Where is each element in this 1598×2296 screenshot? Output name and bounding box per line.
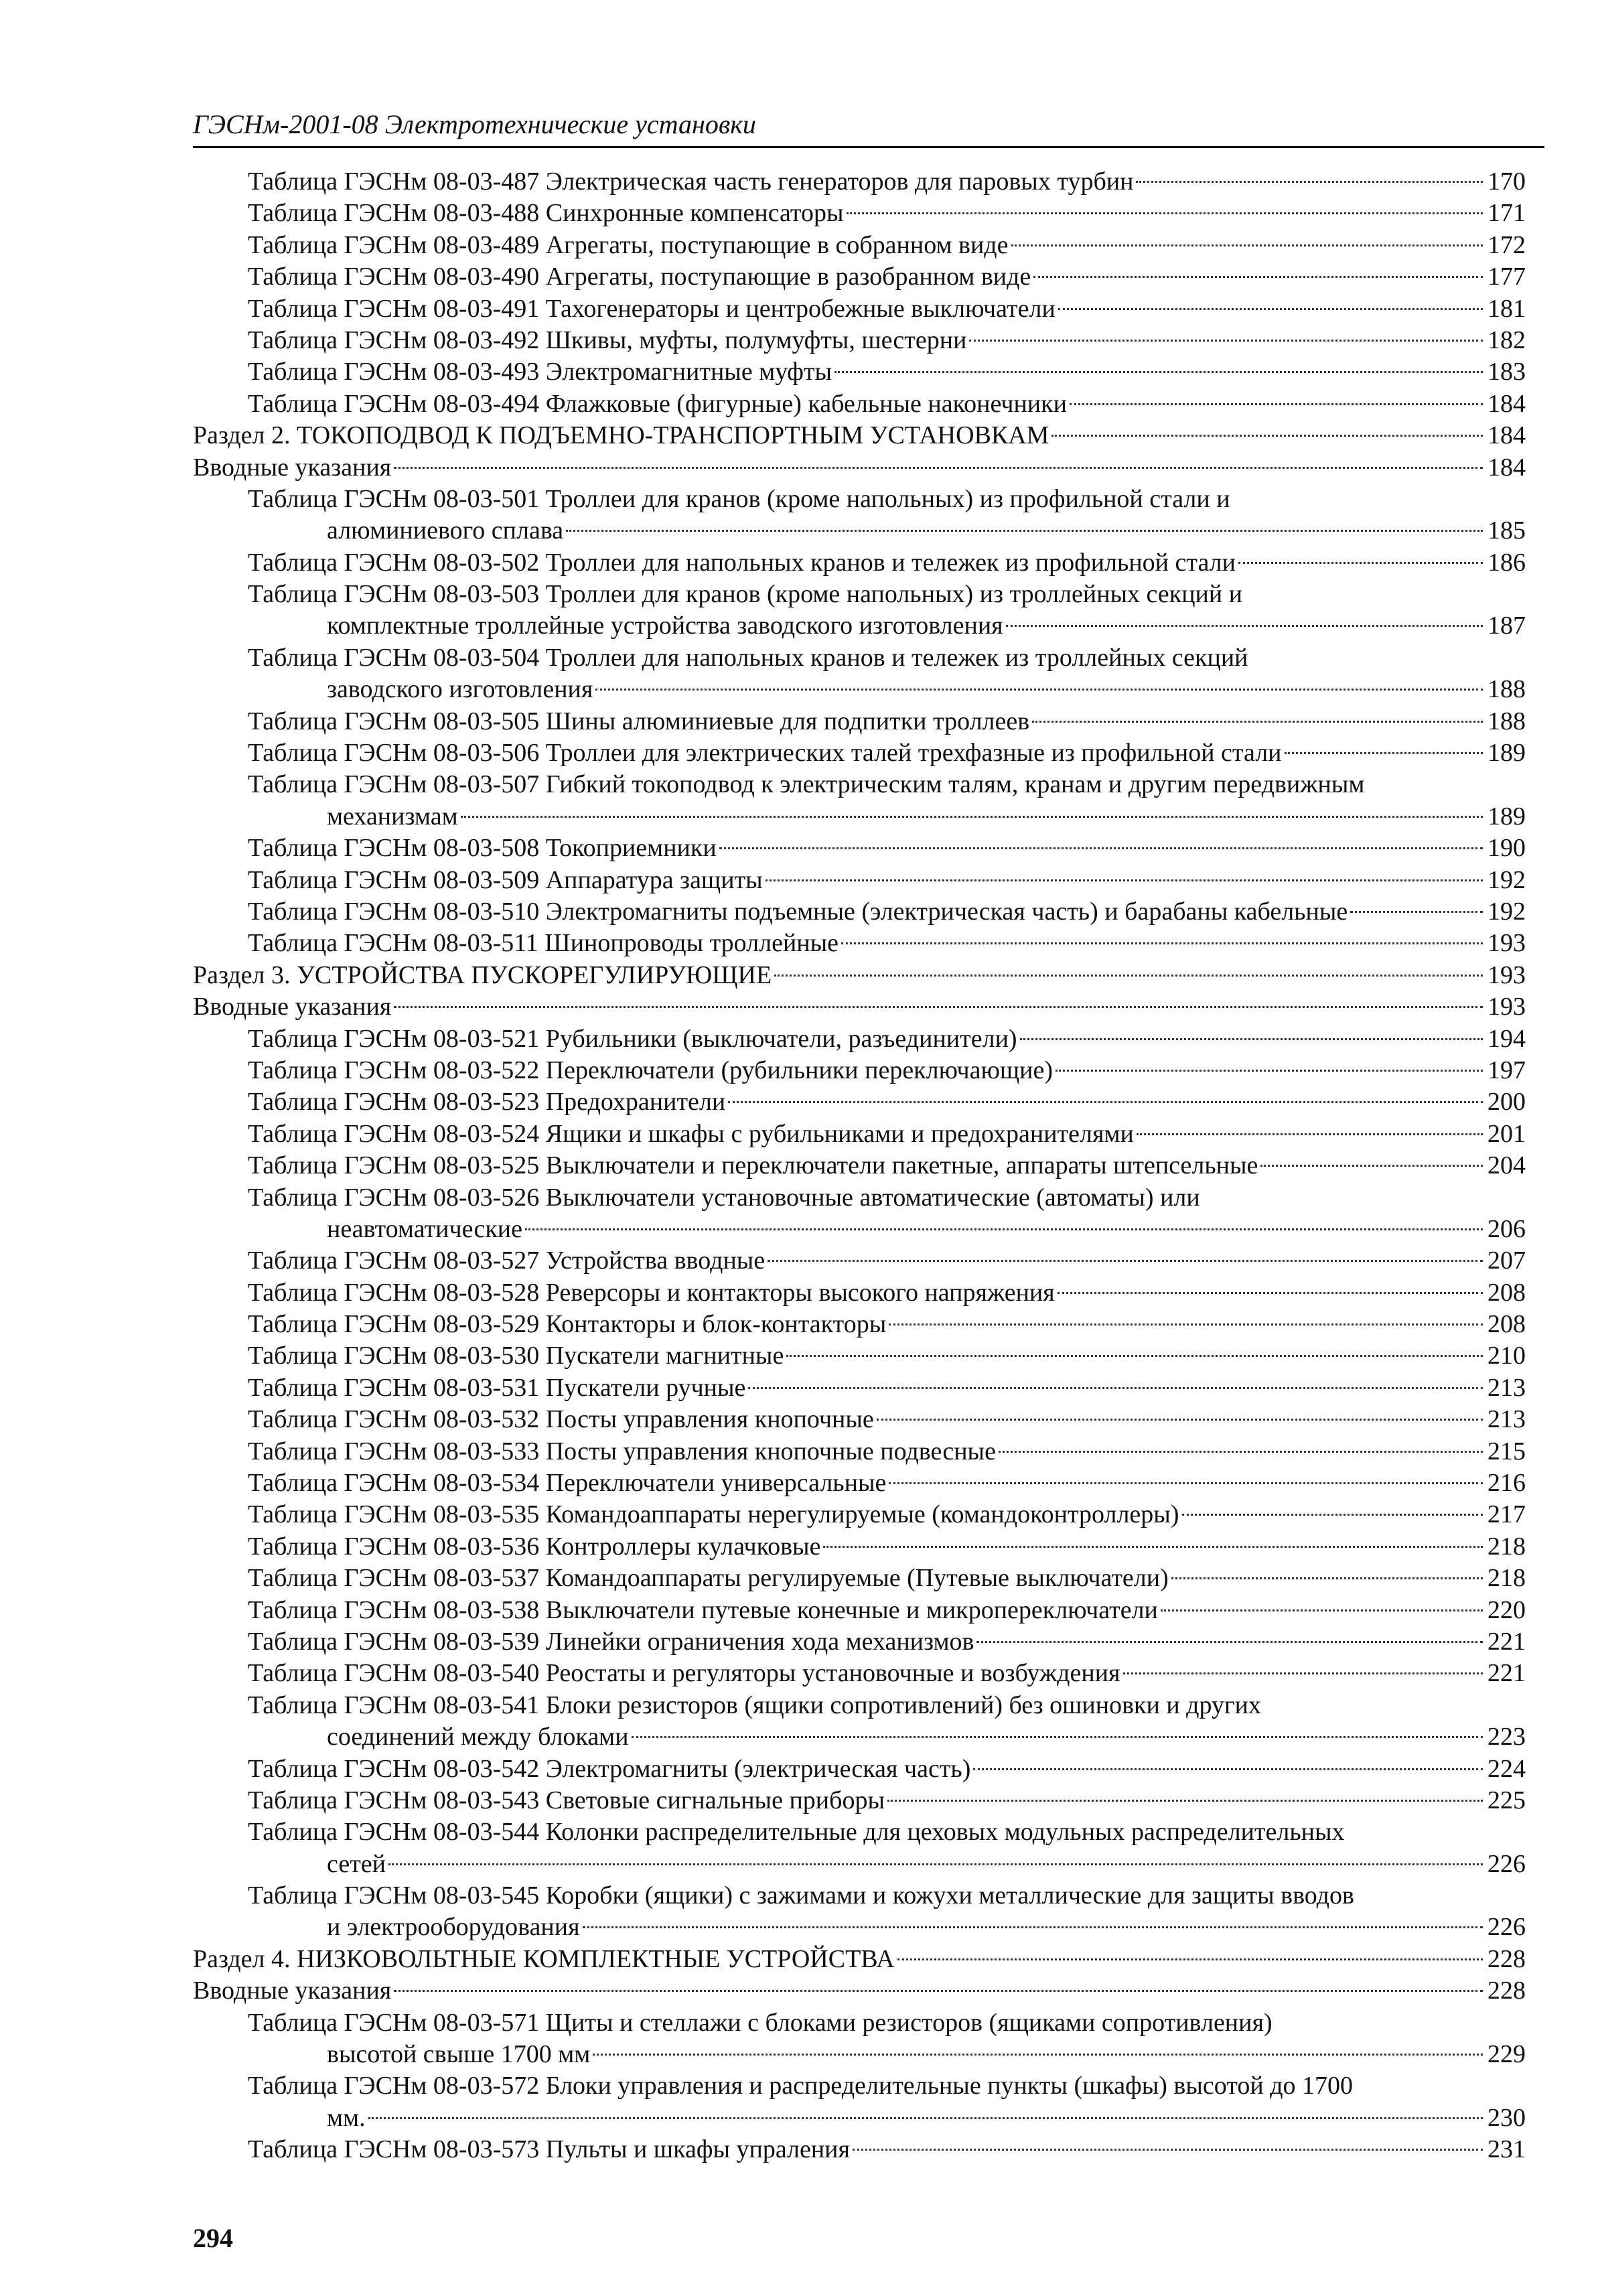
toc-entry-text: Таблица ГЭСНм 08-03-540 Реостаты и регуляторы установочные и возбуждения [248, 1659, 1120, 1688]
toc-dot-leader [595, 689, 1483, 691]
toc-table-entry[interactable] [193, 769, 1526, 833]
toc-line [193, 1372, 1526, 1404]
toc-page-number: 226 [1487, 1849, 1526, 1878]
toc-entry-text: Таблица ГЭСНм 08-03-539 Линейки ограничения хода механизмов [248, 1627, 974, 1656]
toc-entry-text: сетей [327, 1849, 386, 1878]
toc-entry-text: Таблица ГЭСНм 08-03-505 Шины алюминиевые для подпитки троллеев [248, 707, 1030, 735]
document-title: ГЭСНм-2001-08 Электротехнические установки [193, 109, 756, 139]
toc-entry-text: Таблица ГЭСНм 08-03-494 Флажковые (фигурные) кабельные наконечники [248, 389, 1067, 418]
toc-entry-text: Таблица ГЭСНм 08-03-524 Ящики и шкафы с рубильниками и предохранителями [248, 1119, 1134, 1148]
toc-line [193, 706, 1526, 737]
toc-page-number: 181 [1487, 294, 1526, 323]
toc-entry-text: Вводные указания [193, 1977, 392, 2005]
toc-entry-text: Таблица ГЭСНм 08-03-523 Предохранители [248, 1088, 726, 1117]
toc-page-number: 224 [1487, 1754, 1526, 1783]
toc-page-number: 228 [1487, 1977, 1526, 2005]
toc-entry-text: Таблица ГЭСНм 08-03-538 Выключатели путевые конечные и микропереключатели [248, 1595, 1158, 1624]
toc-entry-text: Таблица ГЭСНм 08-03-526 Выключатели установочные автоматические (автоматы) или [248, 1183, 1200, 1212]
toc-line [193, 1340, 1526, 1372]
toc-table-entry[interactable] [193, 2070, 1526, 2134]
toc-table-entry[interactable] [193, 1372, 1526, 1404]
toc-section-entry[interactable] [193, 991, 1526, 1023]
toc-line [193, 833, 1526, 864]
toc-page-number: 188 [1487, 707, 1526, 735]
toc-line [193, 1563, 1526, 1594]
toc-dot-leader [889, 1323, 1483, 1325]
toc-entry-text: Таблица ГЭСНм 08-03-544 Колонки распределительные для цеховых модульных распределительных [248, 1818, 1345, 1847]
toc-entry-text: соединений между блоками [327, 1723, 629, 1751]
toc-line [193, 1245, 1526, 1277]
toc-page-number: 228 [1487, 1944, 1526, 1973]
toc-entry-text: Таблица ГЭСНм 08-03-534 Переключатели универсальные [248, 1469, 887, 1498]
toc-dot-leader [1182, 1514, 1483, 1516]
toc-dot-leader [1350, 911, 1483, 913]
toc-line [193, 801, 1526, 833]
toc-entry-text: Таблица ГЭСНм 08-03-503 Троллеи для кранов (кроме напольных) из троллейных секций и [248, 580, 1243, 609]
toc-section-entry[interactable] [193, 1975, 1526, 2007]
toc-line [193, 865, 1526, 896]
toc-line [193, 737, 1526, 769]
toc-dot-leader [583, 1926, 1483, 1928]
toc-line [193, 1944, 1526, 1975]
toc-entry-text: Таблица ГЭСНм 08-03-508 Токоприемники [248, 834, 717, 863]
toc-table-entry[interactable] [193, 928, 1526, 959]
toc-table-entry[interactable] [193, 1499, 1526, 1530]
toc-line [193, 960, 1526, 991]
toc-page-number: 204 [1487, 1151, 1526, 1180]
toc-table-entry[interactable] [193, 166, 1526, 198]
toc-table-entry[interactable] [193, 198, 1526, 229]
toc-dot-leader [1058, 1292, 1483, 1294]
toc-line [193, 896, 1526, 928]
toc-table-entry[interactable] [193, 1753, 1526, 1785]
toc-dot-leader [719, 847, 1483, 849]
toc-page-number: 194 [1487, 1024, 1526, 1053]
toc-entry-text: механизмам [327, 802, 458, 831]
toc-entry-text: Вводные указания [193, 453, 392, 482]
toc-line [193, 356, 1526, 388]
toc-dot-leader [887, 1800, 1483, 1802]
toc-entry-text: высотой свыше 1700 мм [327, 2040, 591, 2069]
toc-line [193, 293, 1526, 325]
toc-entry-text: неавтоматические [327, 1214, 522, 1243]
toc-page-number: 218 [1487, 1564, 1526, 1593]
toc-line [193, 991, 1526, 1023]
toc-table-entry[interactable] [193, 1404, 1526, 1435]
toc-dot-leader [394, 1990, 1483, 1992]
toc-table-entry[interactable] [193, 1816, 1526, 1880]
toc-page-number: 218 [1487, 1532, 1526, 1561]
toc-page-number: 208 [1487, 1310, 1526, 1339]
toc-line [193, 261, 1526, 293]
toc-entry-text: Таблица ГЭСНм 08-03-571 Щиты и стеллажи с блоками резисторов (ящиками сопротивления) [248, 2008, 1273, 2037]
toc-line [193, 1277, 1526, 1309]
toc-line [193, 1626, 1526, 1658]
toc-entry-text: Таблица ГЭСНм 08-03-504 Троллеи для напольных кранов и тележек из троллейных секций [248, 643, 1248, 672]
toc-page-number: 182 [1487, 326, 1526, 354]
toc-table-entry[interactable] [193, 1309, 1526, 1340]
toc-line [193, 230, 1526, 261]
toc-line [193, 1753, 1526, 1785]
toc-dot-leader [1260, 1165, 1483, 1167]
toc-dot-leader [1123, 1672, 1483, 1674]
toc-page-number: 201 [1487, 1119, 1526, 1148]
toc-entry-text: Таблица ГЭСНм 08-03-507 Гибкий токоподвод к электрическим талям, кранам и другим передвижным [248, 770, 1365, 799]
toc-line [193, 1150, 1526, 1181]
toc-dot-leader [999, 1451, 1483, 1453]
toc-dot-leader [841, 942, 1483, 944]
toc-dot-leader [525, 1228, 1483, 1230]
toc-dot-leader [1136, 181, 1483, 183]
toc-dot-leader [853, 2149, 1483, 2151]
table-of-contents [193, 166, 1526, 2166]
toc-table-entry[interactable] [193, 1467, 1526, 1499]
toc-line [193, 1309, 1526, 1340]
toc-entry-text: Раздел 3. УСТРОЙСТВА ПУСКОРЕГУЛИРУЮЩИЕ [193, 960, 772, 989]
toc-page-number: 220 [1487, 1595, 1526, 1624]
toc-page-number: 187 [1487, 612, 1526, 640]
toc-line [193, 388, 1526, 420]
toc-table-entry[interactable] [193, 1658, 1526, 1689]
toc-entry-text: Таблица ГЭСНм 08-03-492 Шкивы, муфты, полумуфты, шестерни [248, 326, 967, 354]
toc-line [193, 1880, 1526, 1912]
toc-entry-text: комплектные троллейные устройства заводского изготовления [327, 612, 1003, 640]
toc-dot-leader [889, 1482, 1483, 1484]
toc-table-entry[interactable] [193, 1023, 1526, 1055]
toc-line [193, 1214, 1526, 1245]
toc-page-number: 223 [1487, 1723, 1526, 1751]
toc-entry-text: Таблица ГЭСНм 08-03-543 Световые сигнальные приборы [248, 1786, 885, 1814]
toc-dot-leader [394, 467, 1483, 469]
toc-dot-leader [976, 1641, 1483, 1643]
toc-line [193, 610, 1526, 642]
toc-page-number: 189 [1487, 802, 1526, 831]
toc-table-entry[interactable] [193, 1595, 1526, 1626]
toc-line [193, 1436, 1526, 1467]
toc-table-entry[interactable] [193, 293, 1526, 325]
toc-table-entry[interactable] [193, 325, 1526, 356]
toc-page-number: 188 [1487, 675, 1526, 704]
toc-entry-text: Таблица ГЭСНм 08-03-542 Электромагниты (электрическая часть) [248, 1754, 971, 1783]
toc-line [193, 642, 1526, 674]
toc-entry-text: Таблица ГЭСНм 08-03-511 Шинопроводы троллейные [248, 929, 839, 958]
toc-line [193, 1785, 1526, 1816]
toc-section-entry[interactable] [193, 420, 1526, 451]
toc-page-number: 184 [1487, 453, 1526, 482]
toc-table-entry[interactable] [193, 2007, 1526, 2071]
toc-line [193, 2039, 1526, 2070]
toc-page-number: 197 [1487, 1056, 1526, 1084]
toc-page-number: 225 [1487, 1786, 1526, 1814]
toc-dot-leader [834, 371, 1483, 373]
toc-entry-text: Таблица ГЭСНм 08-03-489 Агрегаты, поступающие в собранном виде [248, 230, 1009, 259]
toc-entry-text: заводского изготовления [327, 675, 593, 704]
toc-table-entry[interactable] [193, 2134, 1526, 2165]
toc-section-entry[interactable] [193, 1944, 1526, 1975]
toc-entry-text: Таблица ГЭСНм 08-03-573 Пульты и шкафы упраления [248, 2135, 850, 2164]
toc-line [193, 1721, 1526, 1753]
toc-entry-text: и электрооборудования [327, 1913, 580, 1942]
toc-dot-leader [897, 1958, 1483, 1960]
toc-line [193, 1023, 1526, 1055]
toc-dot-leader [1238, 562, 1483, 564]
toc-table-entry[interactable] [193, 865, 1526, 896]
toc-entry-text: Таблица ГЭСНм 08-03-502 Троллеи для напольных кранов и тележек из профильной стали [248, 548, 1236, 577]
toc-line [193, 2007, 1526, 2039]
toc-line [193, 1816, 1526, 1848]
toc-page-number: 184 [1487, 421, 1526, 450]
toc-dot-leader [1285, 752, 1483, 754]
toc-entry-text: Таблица ГЭСНм 08-03-545 Коробки (ящики) с зажимами и кожухи металлические для защиты вводов [248, 1881, 1354, 1910]
toc-page-number: 216 [1487, 1469, 1526, 1498]
toc-entry-text: Таблица ГЭСНм 08-03-510 Электромагниты подъемные (электрическая часть) и барабаны кабельные [248, 897, 1348, 926]
toc-entry-text: Таблица ГЭСНм 08-03-533 Посты управления кнопочные подвесные [248, 1437, 996, 1465]
toc-line [193, 1182, 1526, 1214]
toc-page-number: 231 [1487, 2135, 1526, 2164]
toc-entry-text: Таблица ГЭСНм 08-03-531 Пускатели ручные [248, 1373, 746, 1402]
toc-dot-leader [774, 975, 1483, 977]
toc-table-entry[interactable] [193, 706, 1526, 737]
toc-table-entry[interactable] [193, 1086, 1526, 1118]
toc-line [193, 674, 1526, 705]
page-header [193, 106, 1544, 148]
toc-dot-leader [766, 879, 1483, 881]
toc-line [193, 769, 1526, 800]
toc-page-number: 189 [1487, 739, 1526, 768]
toc-table-entry[interactable] [193, 1436, 1526, 1467]
toc-entry-text: алюминиевого сплава [327, 516, 564, 545]
toc-line [193, 1658, 1526, 1689]
toc-line [193, 2134, 1526, 2165]
toc-dot-leader [566, 530, 1483, 532]
toc-table-entry[interactable] [193, 1150, 1526, 1181]
toc-page-number: 215 [1487, 1437, 1526, 1465]
toc-entry-text: Таблица ГЭСНм 08-03-493 Электромагнитные муфты [248, 358, 832, 386]
toc-dot-leader [1020, 1038, 1483, 1040]
toc-entry-text: Таблица ГЭСНм 08-03-525 Выключатели и переключатели пакетные, аппараты штепсельные [248, 1151, 1258, 1180]
toc-entry-text: Таблица ГЭСНм 08-03-506 Троллеи для электрических талей трехфазные из профильной стали [248, 739, 1282, 768]
toc-dot-leader [461, 816, 1483, 818]
toc-page-number: 208 [1487, 1278, 1526, 1307]
toc-entry-text: Таблица ГЭСНм 08-03-528 Реверсоры и контакторы высокого напряжения [248, 1278, 1055, 1307]
toc-section-entry[interactable] [193, 960, 1526, 991]
toc-table-entry[interactable] [193, 356, 1526, 388]
toc-dot-leader [1006, 625, 1483, 627]
toc-line [193, 1595, 1526, 1626]
toc-table-entry[interactable] [193, 1277, 1526, 1309]
page-number: 294 [193, 2223, 233, 2253]
toc-entry-text: Таблица ГЭСНм 08-03-541 Блоки резисторов (ящики сопротивлений) без ошиновки и других [248, 1691, 1261, 1719]
toc-dot-leader [394, 1006, 1483, 1008]
toc-dot-leader [1070, 403, 1483, 405]
toc-page-number: 185 [1487, 516, 1526, 545]
toc-entry-text: Таблица ГЭСНм 08-03-487 Электрическая часть генераторов для паровых турбин [248, 167, 1134, 196]
toc-dot-leader [632, 1736, 1483, 1738]
toc-dot-leader [1033, 276, 1483, 278]
toc-dot-leader [1161, 1609, 1483, 1611]
toc-line [193, 1912, 1526, 1943]
toc-dot-leader [969, 340, 1483, 342]
toc-entry-text: Таблица ГЭСНм 08-03-529 Контакторы и блок-контакторы [248, 1310, 887, 1339]
toc-line [193, 1404, 1526, 1435]
toc-entry-text: Таблица ГЭСНм 08-03-527 Устройства вводные [248, 1246, 766, 1275]
toc-table-entry[interactable] [193, 230, 1526, 261]
toc-dot-leader [748, 1387, 1483, 1389]
toc-dot-leader [388, 1863, 1483, 1865]
toc-page-number: 206 [1487, 1214, 1526, 1243]
toc-entry-text: Таблица ГЭСНм 08-03-532 Посты управления кнопочные [248, 1405, 874, 1434]
toc-table-entry[interactable] [193, 547, 1526, 579]
toc-page-number: 217 [1487, 1500, 1526, 1529]
toc-line [193, 1690, 1526, 1721]
toc-line [193, 166, 1526, 198]
toc-table-entry[interactable] [193, 1690, 1526, 1753]
toc-line [193, 579, 1526, 610]
toc-entry-text: Таблица ГЭСНм 08-03-572 Блоки управления и распределительные пункты (шкафы) высотой до 1700 [248, 2072, 1354, 2100]
toc-page-number: 171 [1487, 199, 1526, 228]
toc-page-number: 221 [1487, 1627, 1526, 1656]
toc-page-number: 229 [1487, 2040, 1526, 2069]
toc-line [193, 1499, 1526, 1530]
toc-table-entry[interactable] [193, 1880, 1526, 1944]
toc-entry-text: Таблица ГЭСНм 08-03-535 Командоаппараты нерегулируемые (командоконтроллеры) [248, 1500, 1179, 1529]
toc-line [193, 515, 1526, 547]
toc-dot-leader [368, 2117, 1483, 2119]
toc-table-entry[interactable] [193, 1785, 1526, 1816]
toc-line [193, 198, 1526, 229]
toc-page-number: 213 [1487, 1405, 1526, 1434]
toc-line [193, 2070, 1526, 2102]
toc-table-entry[interactable] [193, 261, 1526, 293]
toc-dot-leader [1056, 1070, 1483, 1072]
toc-page-number: 184 [1487, 389, 1526, 418]
toc-entry-text: Таблица ГЭСНм 08-03-490 Агрегаты, поступающие в разобранном виде [248, 263, 1031, 291]
toc-dot-leader [768, 1260, 1483, 1262]
toc-entry-text: Таблица ГЭСНм 08-03-509 Аппаратура защиты [248, 865, 763, 894]
toc-dot-leader [786, 1355, 1483, 1357]
toc-entry-text: Раздел 2. ТОКОПОДВОД К ПОДЪЕМНО-ТРАНСПОРТНЫМ УСТАНОВКАМ [193, 421, 1049, 450]
toc-table-entry[interactable] [193, 579, 1526, 642]
toc-dot-leader [1051, 435, 1483, 437]
toc-dot-leader [1011, 244, 1483, 246]
toc-page-number: 207 [1487, 1246, 1526, 1275]
toc-table-entry[interactable] [193, 388, 1526, 420]
toc-dot-leader [1058, 308, 1483, 310]
toc-page-number: 193 [1487, 929, 1526, 958]
toc-page-number: 170 [1487, 167, 1526, 196]
toc-table-entry[interactable] [193, 1055, 1526, 1086]
toc-line [193, 452, 1526, 484]
toc-entry-text: Вводные указания [193, 993, 392, 1021]
toc-table-entry[interactable] [193, 1531, 1526, 1563]
toc-page-number: 192 [1487, 865, 1526, 894]
toc-dot-leader [1032, 721, 1483, 723]
toc-line [193, 1055, 1526, 1086]
toc-page-number: 177 [1487, 263, 1526, 291]
toc-page-number: 213 [1487, 1373, 1526, 1402]
toc-entry-text: Таблица ГЭСНм 08-03-522 Переключатели (рубильники переключающие) [248, 1056, 1054, 1084]
toc-dot-leader [1137, 1133, 1483, 1135]
toc-page-number: 190 [1487, 834, 1526, 863]
toc-entry-text: Раздел 4. НИЗКОВОЛЬТНЫЕ КОМПЛЕКТНЫЕ УСТРОЙСТВА [193, 1944, 895, 1973]
toc-table-entry[interactable] [193, 1340, 1526, 1372]
toc-page-number: 192 [1487, 897, 1526, 926]
toc-table-entry[interactable] [193, 1626, 1526, 1658]
toc-page-number: 193 [1487, 960, 1526, 989]
toc-dot-leader [877, 1419, 1483, 1421]
toc-line [193, 547, 1526, 579]
toc-entry-text: Таблица ГЭСНм 08-03-530 Пускатели магнитные [248, 1342, 784, 1370]
toc-dot-leader [847, 212, 1483, 214]
toc-table-entry[interactable] [193, 896, 1526, 928]
toc-table-entry[interactable] [193, 1563, 1526, 1594]
toc-entry-text: Таблица ГЭСНм 08-03-501 Троллеи для кранов (кроме напольных) из профильной стали и [248, 484, 1230, 513]
toc-entry-text: Таблица ГЭСНм 08-03-488 Синхронные компенсаторы [248, 199, 844, 228]
toc-dot-leader [593, 2054, 1483, 2056]
toc-table-entry[interactable] [193, 642, 1526, 706]
toc-page-number: 200 [1487, 1088, 1526, 1117]
toc-line [193, 484, 1526, 515]
toc-line [193, 1975, 1526, 2007]
toc-dot-leader [973, 1768, 1483, 1770]
toc-dot-leader [823, 1546, 1483, 1548]
toc-line [193, 325, 1526, 356]
toc-line [193, 1467, 1526, 1499]
toc-page-number: 210 [1487, 1342, 1526, 1370]
toc-entry-text: Таблица ГЭСНм 08-03-536 Контроллеры кулачковые [248, 1532, 821, 1561]
toc-entry-text: Таблица ГЭСНм 08-03-491 Тахогенераторы и центробежные выключатели [248, 294, 1056, 323]
toc-line [193, 420, 1526, 451]
toc-table-entry[interactable] [193, 737, 1526, 769]
toc-dot-leader [1171, 1577, 1483, 1579]
toc-page-number: 221 [1487, 1659, 1526, 1688]
toc-table-entry[interactable] [193, 484, 1526, 547]
toc-entry-text: Таблица ГЭСНм 08-03-537 Командоаппараты регулируемые (Путевые выключатели) [248, 1564, 1169, 1593]
toc-table-entry[interactable] [193, 833, 1526, 864]
toc-line [193, 928, 1526, 959]
toc-line [193, 1849, 1526, 1880]
toc-page-number: 193 [1487, 993, 1526, 1021]
toc-page-number: 186 [1487, 548, 1526, 577]
toc-page-number: 226 [1487, 1913, 1526, 1942]
toc-dot-leader [728, 1101, 1483, 1103]
toc-entry-text: мм. [327, 2103, 366, 2132]
toc-line [193, 1531, 1526, 1563]
toc-page-number: 230 [1487, 2103, 1526, 2132]
toc-table-entry[interactable] [193, 1182, 1526, 1246]
toc-line [193, 1119, 1526, 1150]
toc-page-number: 183 [1487, 358, 1526, 386]
toc-section-entry[interactable] [193, 452, 1526, 484]
toc-line [193, 2102, 1526, 2134]
toc-line [193, 1086, 1526, 1118]
toc-entry-text: Таблица ГЭСНм 08-03-521 Рубильники (выключатели, разъединители) [248, 1024, 1017, 1053]
toc-table-entry[interactable] [193, 1119, 1526, 1150]
toc-page-number: 172 [1487, 230, 1526, 259]
toc-table-entry[interactable] [193, 1245, 1526, 1277]
